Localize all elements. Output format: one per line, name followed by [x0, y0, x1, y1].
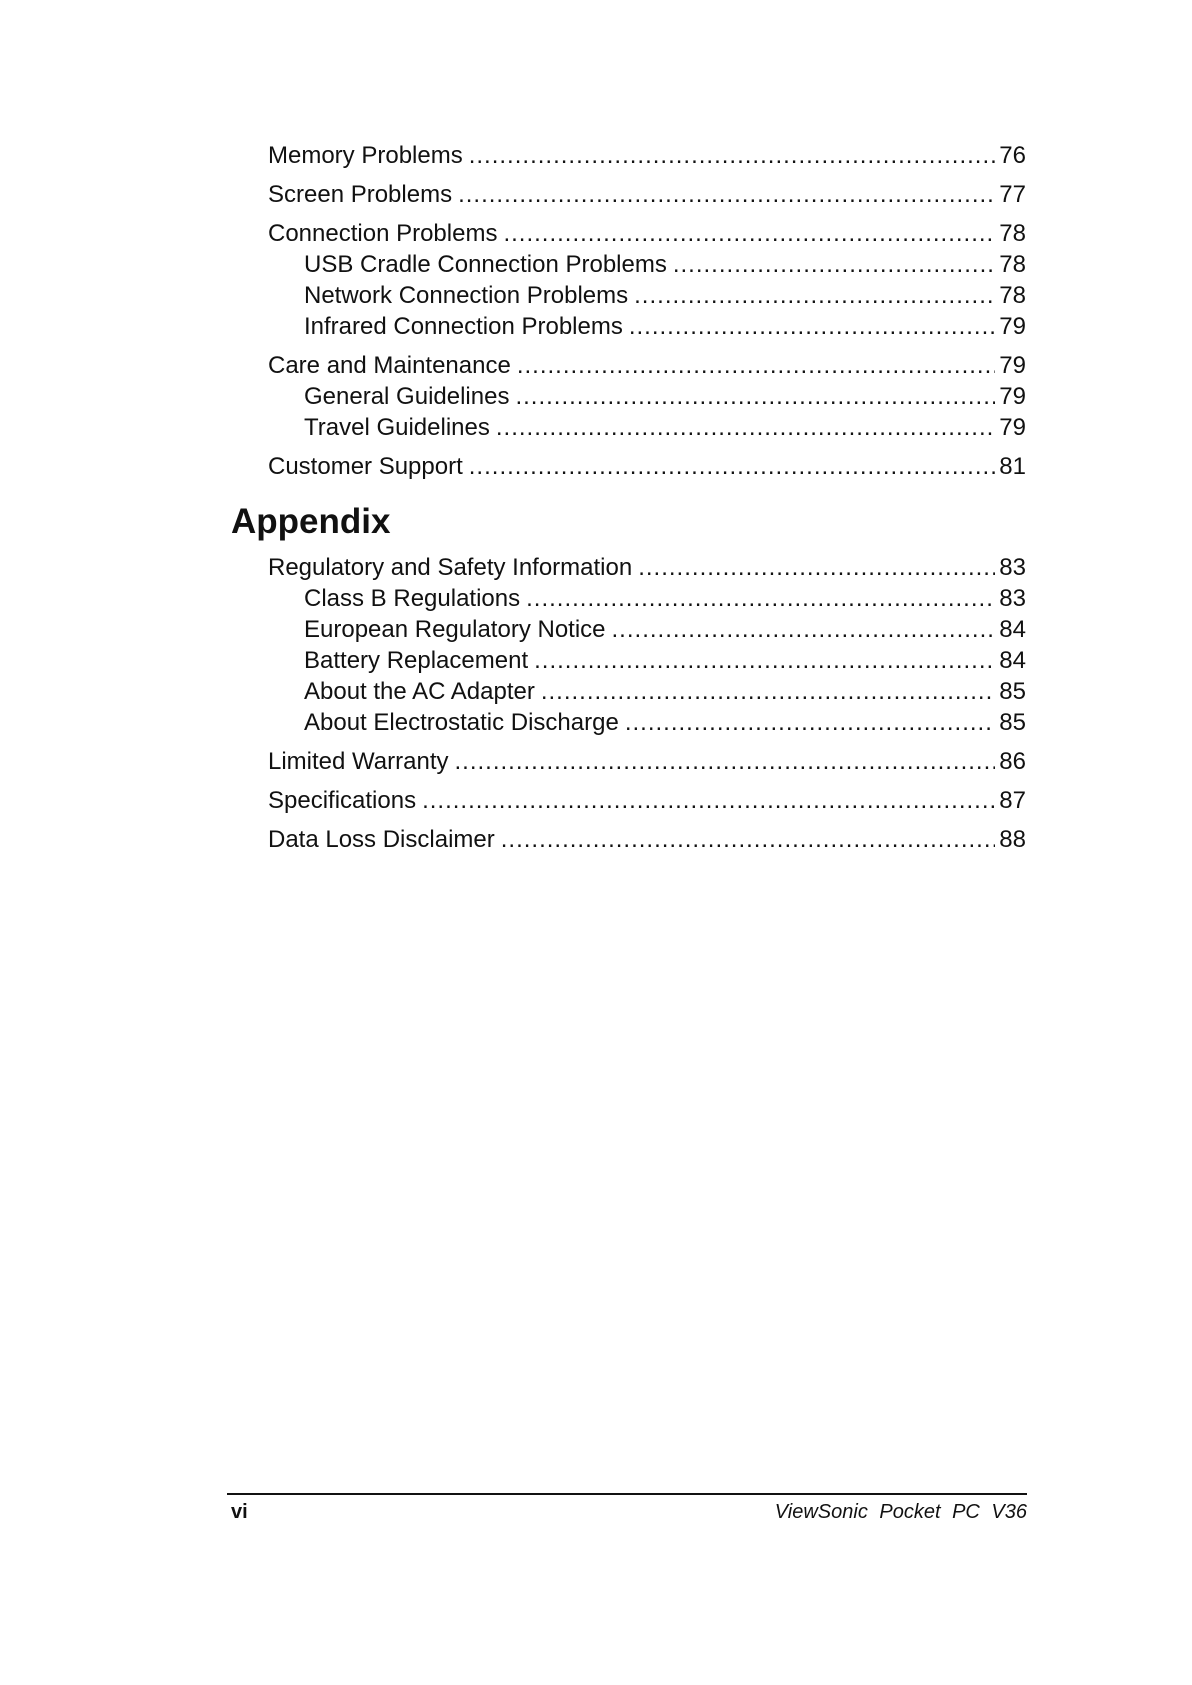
- toc-section-troubleshooting: [268, 140, 1026, 482]
- toc-entry-page: 79: [999, 414, 1026, 441]
- toc-entry[interactable]: [268, 451, 1026, 482]
- toc-entry-label: About Electrostatic Discharge: [304, 709, 619, 736]
- toc-entry-page: 79: [999, 352, 1026, 379]
- toc-entry[interactable]: [268, 746, 1026, 777]
- toc-entry[interactable]: [268, 179, 1026, 210]
- toc-entry[interactable]: [268, 249, 1026, 280]
- toc-entry[interactable]: [268, 614, 1026, 645]
- toc-entry-page: 85: [999, 678, 1026, 705]
- toc-leader-dots: [629, 311, 995, 342]
- toc-leader-dots: [469, 451, 996, 482]
- toc-leader-dots: [673, 249, 995, 280]
- toc-entry[interactable]: [268, 412, 1026, 443]
- toc-leader-dots: [612, 614, 996, 645]
- toc-leader-dots: [625, 707, 995, 738]
- toc-entry[interactable]: [268, 785, 1026, 816]
- toc-entry-label: Battery Replacement: [304, 647, 529, 674]
- toc-entry-page: 77: [999, 181, 1026, 208]
- toc-entry-label: Infrared Connection Problems: [304, 313, 623, 340]
- toc-entry-page: 79: [999, 313, 1026, 340]
- toc-entry-page: 86: [999, 748, 1026, 775]
- toc-entry[interactable]: [268, 645, 1026, 676]
- toc-entry-label: USB Cradle Connection Problems: [304, 251, 667, 278]
- toc-entry-label: Specifications: [268, 787, 417, 814]
- toc-leader-dots: [517, 350, 995, 381]
- appendix-heading: Appendix: [231, 502, 391, 541]
- toc-entry-label: Memory Problems: [268, 142, 463, 169]
- toc-entry-label: Regulatory and Safety Information: [268, 554, 633, 581]
- toc-entry[interactable]: [268, 707, 1026, 738]
- toc-leader-dots: [515, 381, 995, 412]
- toc-leader-dots: [526, 583, 995, 614]
- toc-entry[interactable]: [268, 311, 1026, 342]
- toc-entry[interactable]: [268, 552, 1026, 583]
- toc-entry[interactable]: [268, 824, 1026, 855]
- toc-entry-label: Screen Problems: [268, 181, 453, 208]
- toc-entry-page: 83: [999, 585, 1026, 612]
- footer-page-number: vi: [231, 1501, 248, 1523]
- toc-entry-label: General Guidelines: [304, 383, 510, 410]
- toc-entry-label: Travel Guidelines: [304, 414, 490, 441]
- toc-entry-page: 81: [999, 453, 1026, 480]
- toc-entry-label: European Regulatory Notice: [304, 616, 606, 643]
- toc-entry-page: 78: [999, 220, 1026, 247]
- toc-entry-page: 76: [999, 142, 1026, 169]
- toc-entry-label: Care and Maintenance: [268, 352, 511, 379]
- toc-entry[interactable]: [268, 350, 1026, 381]
- toc-entry-page: 83: [999, 554, 1026, 581]
- toc-leader-dots: [455, 746, 996, 777]
- toc-entry-page: 78: [999, 251, 1026, 278]
- toc-leader-dots: [503, 218, 995, 249]
- toc-entry-page: 87: [999, 787, 1026, 814]
- toc-entry-page: 84: [999, 647, 1026, 674]
- toc-entry-label: About the AC Adapter: [304, 678, 535, 705]
- toc-entry[interactable]: [268, 218, 1026, 249]
- toc-entry-page: 79: [999, 383, 1026, 410]
- toc-entry-label: Network Connection Problems: [304, 282, 629, 309]
- toc-leader-dots: [501, 824, 996, 855]
- toc-entry[interactable]: [268, 280, 1026, 311]
- toc-leader-dots: [534, 645, 995, 676]
- toc-entry[interactable]: [268, 583, 1026, 614]
- toc-entry-page: 78: [999, 282, 1026, 309]
- page-footer: [227, 1493, 1027, 1523]
- toc-entry-label: Data Loss Disclaimer: [268, 826, 495, 853]
- toc-leader-dots: [422, 785, 995, 816]
- toc-section-appendix: [268, 552, 1026, 855]
- toc-entry-page: 84: [999, 616, 1026, 643]
- toc-entry[interactable]: [268, 140, 1026, 171]
- toc-entry-page: 85: [999, 709, 1026, 736]
- toc-leader-dots: [634, 280, 995, 311]
- toc-entry-label: Class B Regulations: [304, 585, 521, 612]
- toc-entry-label: Limited Warranty: [268, 748, 449, 775]
- table-of-contents: [231, 140, 1026, 855]
- toc-entry-label: Connection Problems: [268, 220, 498, 247]
- toc-leader-dots: [638, 552, 995, 583]
- toc-entry-page: 88: [999, 826, 1026, 853]
- toc-entry[interactable]: [268, 381, 1026, 412]
- toc-leader-dots: [458, 179, 995, 210]
- toc-entry[interactable]: [268, 676, 1026, 707]
- toc-leader-dots: [541, 676, 995, 707]
- toc-entry-label: Customer Support: [268, 453, 463, 480]
- toc-leader-dots: [496, 412, 995, 443]
- toc-leader-dots: [469, 140, 996, 171]
- footer-product-name: ViewSonic Pocket PC V36: [774, 1501, 1027, 1523]
